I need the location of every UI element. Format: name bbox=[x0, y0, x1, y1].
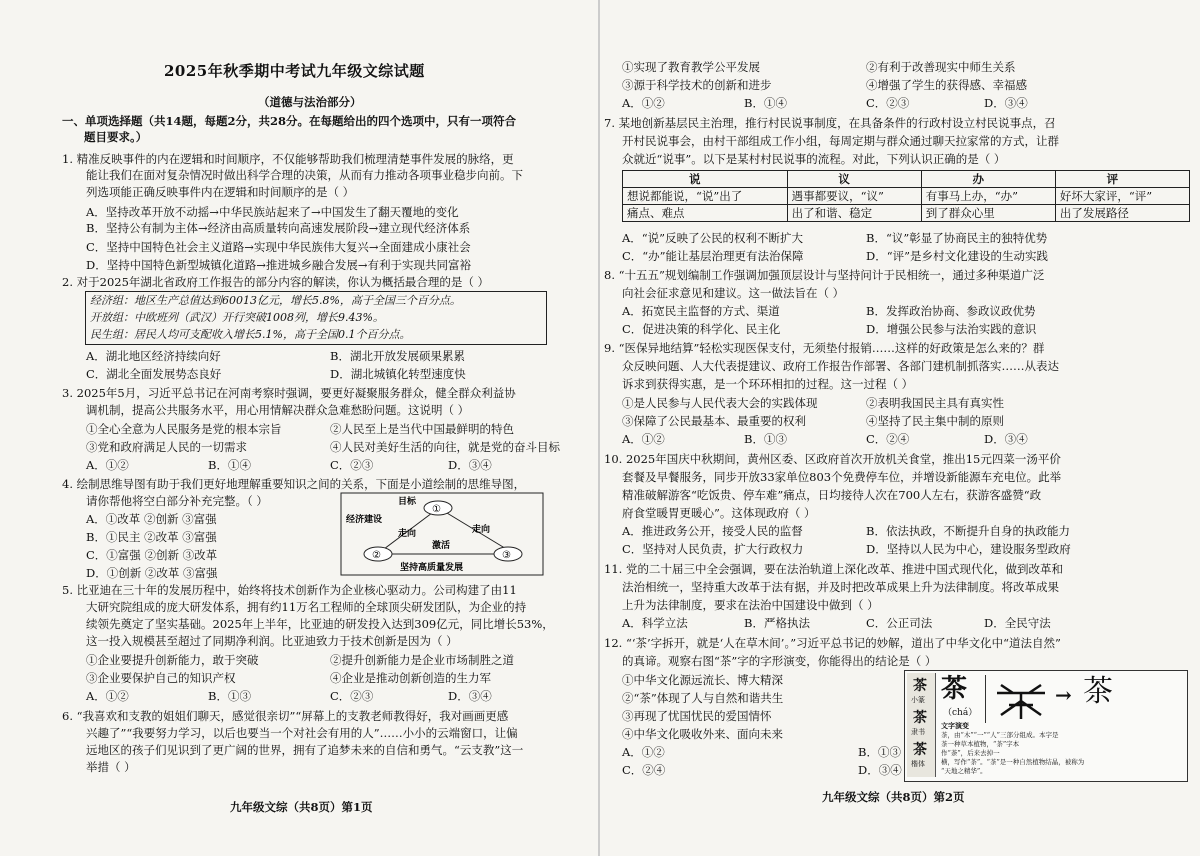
q12-statement-3: ③再现了忧国忧民的爱国情怀 bbox=[622, 709, 772, 723]
tea-label-clerical: 隶书 bbox=[911, 728, 925, 736]
q4-stem-2: 请你帮他将空白部分补充完整。（ ） bbox=[86, 494, 268, 508]
q1-stem-1: 1. 精准反映事件的内在逻辑和时间顺序，不仅能够帮助我们梳理清楚事件发展的脉络，更 bbox=[62, 152, 514, 166]
q2-option-a[interactable]: A．湖北地区经济持续向好 bbox=[86, 349, 221, 363]
tea-char-modern: 茶 bbox=[1083, 674, 1113, 709]
q7-header-do: 办 bbox=[921, 171, 1055, 188]
map-label-goal: 目标 bbox=[398, 497, 417, 507]
q3-option-c[interactable]: C．②③ bbox=[330, 458, 374, 472]
q12-statement-1: ①中华文化源远流长、博大精深 bbox=[622, 673, 783, 687]
q12-option-c[interactable]: C．②④ bbox=[622, 763, 666, 777]
q11-stem-2: 法治相统一，坚持重大改革于法有据，并及时把改革成果上升为法律制度。将改革成果 bbox=[622, 580, 1059, 594]
exam-title: 2025年秋季期中考试九年级文综试题 bbox=[164, 62, 425, 80]
q7-cell: 到了群众心里 bbox=[921, 205, 1055, 222]
q7-option-a[interactable]: A．“说”反映了公民的权利不断扩大 bbox=[622, 231, 804, 245]
q12-stem-2: 的真谛。观察右图“茶”字的字形演变，你能得出的结论是（ ） bbox=[622, 654, 937, 668]
tea-arrow: → bbox=[1055, 683, 1072, 707]
section-heading-2: 题目要求。） bbox=[84, 130, 148, 144]
tea-note-title: 文字演变 bbox=[941, 721, 969, 730]
q6-stem-3: 远地区的孩子们见识到了更广阔的世界，拥有了追梦未来的自信和勇气。“云支教”这一 bbox=[86, 743, 524, 757]
q7-process-table bbox=[622, 170, 1190, 222]
q8-option-c[interactable]: C．促进决策的科学化、民主化 bbox=[622, 322, 781, 336]
q7-header-evaluate: 评 bbox=[1055, 171, 1189, 188]
q4-stem-1: 4. 绘制思维导图有助于我们更好地理解重要知识之间的关系，下面是小道绘制的思维导图， bbox=[62, 477, 526, 491]
tea-note-line: 横，写作“茶”。“茶”是一种自然植物结晶，被称为 bbox=[941, 758, 1085, 766]
q6-option-c[interactable]: C．②③ bbox=[866, 96, 910, 110]
q9-stem-2: 众反映问题、人大代表提建议、政府工作报告作部署、各部门建机制抓落实……从表达 bbox=[622, 359, 1059, 373]
tea-char-variant-2: 茶 bbox=[913, 710, 927, 726]
page-footer-right: 九年级文综（共8页）第2页 bbox=[822, 790, 965, 804]
q9-stem-3: 诉求到获得实惠，是一个环环相扣的过程。这一过程（ ） bbox=[622, 377, 914, 391]
q6-option-d[interactable]: D．③④ bbox=[984, 96, 1028, 110]
q11-stem-3: 上升为法律制度，要求在法治中国建设中做到（ ） bbox=[622, 598, 879, 612]
map-num-2: ② bbox=[372, 550, 381, 561]
q10-stem-3: 精准破解游客“吃饭贵、停车难”痛点，日均接待人次在700人左右，获游客盛赞“政 bbox=[622, 488, 1042, 502]
q6-option-b[interactable]: B．①④ bbox=[744, 96, 787, 110]
q2-box-line-1: 经济组：地区生产总值达到60013亿元，增长5.8%，高于全国三个百分点。 bbox=[90, 294, 461, 307]
tea-note-text bbox=[941, 731, 1084, 776]
q7-stem-3: 众就近“说事”。以下是某村村民说事的流程。对此，下列认识正确的是（ ） bbox=[622, 152, 1006, 166]
q12-option-b[interactable]: B．①③ bbox=[858, 745, 901, 759]
tea-note-line: “天地之精华”。 bbox=[941, 767, 987, 775]
q2-stem-1: 2. 对于2025年湖北省政府工作报告的部分内容的解读，你认为概括最合理的是（ ） bbox=[62, 275, 490, 289]
q3-statement-1: ①全心全意为人民服务是党的根本宗旨 bbox=[86, 422, 282, 436]
q2-box-line-2: 开放组：中欧班列（武汉）开行突破1008列，增长9.43%。 bbox=[90, 311, 384, 324]
q2-box-line-3: 民生组：居民人均可支配收入增长5.1%，高于全国0.1个百分点。 bbox=[90, 328, 411, 341]
q11-option-c[interactable]: C．公正司法 bbox=[866, 616, 933, 630]
q1-stem-3: 列选项能正确反映事件内在逻辑和时间顺序的是（ ） bbox=[86, 185, 355, 199]
q7-option-c[interactable]: C．“办”能让基层治理更有法治保障 bbox=[622, 249, 804, 263]
tea-char-variant-1: 茶 bbox=[913, 678, 927, 694]
q7-table-row bbox=[623, 205, 1190, 222]
q2-option-c[interactable]: C．湖北全面发展势态良好 bbox=[86, 367, 222, 381]
q11-option-a[interactable]: A．科学立法 bbox=[622, 616, 688, 630]
q5-statement-4: ④企业是推动创新创造的生力军 bbox=[330, 671, 491, 685]
q1-stem-2: 能让我们在面对复杂情况时做出科学合理的决策，从而有力推动各项事业稳步向前。下 bbox=[86, 168, 523, 182]
section-heading: 一、单项选择题（共14题，每题2分，共28分。在每题给出的四个选项中，只有一项符合 bbox=[62, 114, 517, 128]
q8-stem-1: 8. “十五五”规划编制工作强调加强顶层设计与坚持问计于民相统一，通过多种渠道广泛 bbox=[604, 268, 1045, 282]
q1-option-d[interactable]: D．坚持中国特色新型城镇化道路→推进城乡融合发展→有利于实现共同富裕 bbox=[86, 258, 471, 272]
q9-option-c[interactable]: C．②④ bbox=[866, 432, 910, 446]
q7-cell: 有事马上办，“办” bbox=[921, 188, 1055, 205]
q9-option-b[interactable]: B．①③ bbox=[744, 432, 787, 446]
q10-stem-4: 府食堂暖胃更暖心”。这体现政府（ ） bbox=[622, 506, 816, 520]
q7-table-header bbox=[623, 171, 1190, 188]
tea-char-variant-3: 茶 bbox=[913, 742, 927, 758]
q4-option-a[interactable]: A．①改革 ②创新 ③富强 bbox=[86, 512, 217, 526]
q3-statement-3: ③党和政府满足人民的一切需求 bbox=[86, 440, 247, 454]
q10-option-d[interactable]: D．坚持以人民为中心，建设服务型政府 bbox=[866, 542, 1071, 556]
tea-label-seal: 小篆 bbox=[911, 696, 925, 704]
q5-option-b[interactable]: B．①③ bbox=[208, 689, 251, 703]
q3-statement-2: ②人民至上是当代中国最鲜明的特色 bbox=[330, 422, 514, 436]
q7-cell: 想说都能说，“说”出了 bbox=[623, 188, 788, 205]
q5-statement-3: ③企业要保护自己的知识产权 bbox=[86, 671, 236, 685]
tea-note-line: 茶，由“木”“一”“人”三部分组成。本字是 bbox=[941, 731, 1059, 739]
q2-option-d[interactable]: D．湖北城镇化转型速度快 bbox=[330, 367, 466, 381]
figure-divider bbox=[985, 675, 986, 723]
q9-option-a[interactable]: A．①② bbox=[622, 432, 665, 446]
q5-option-a[interactable]: A．①② bbox=[86, 689, 129, 703]
q7-cell: 出了发展路径 bbox=[1055, 205, 1189, 222]
q4-option-d[interactable]: D．①创新 ②改革 ③富强 bbox=[86, 566, 218, 580]
map-num-1: ① bbox=[432, 504, 441, 515]
q9-statement-2: ②表明我国民主具有真实性 bbox=[866, 396, 1004, 410]
q5-statement-2: ②提升创新能力是企业市场制胜之道 bbox=[330, 653, 514, 667]
q8-stem-2: 向社会征求意见和建议。这一做法旨在（ ） bbox=[622, 286, 845, 300]
map-label-econ: 经济建设 bbox=[346, 515, 383, 525]
q7-option-b[interactable]: B．“议”彰显了协商民主的独特优势 bbox=[866, 231, 1048, 245]
q6-stem-4: 举措（ ） bbox=[86, 760, 136, 774]
tea-seal-script-glyph bbox=[993, 677, 1049, 721]
tea-character-figure bbox=[904, 670, 1188, 782]
q7-stem-2: 开村民说事会，由村干部组成工作小组，每周定期与群众通过聊天拉家常的方式，让群 bbox=[622, 134, 1059, 148]
q5-stem-2: 大研究院组成的庞大研发体系，拥有约11万名工程师的全球顶尖研发团队，为企业的持 bbox=[86, 600, 527, 614]
q7-stem-1: 7. 某地创新基层民主治理，推行村民说事制度，在具备条件的行政村设立村民说事点，召 bbox=[604, 116, 1056, 130]
q9-option-d[interactable]: D．③④ bbox=[984, 432, 1028, 446]
page-footer-left: 九年级文综（共8页）第1页 bbox=[230, 800, 373, 814]
q5-stem-4: 这一投入规模甚至超过了同期净利润。比亚迪致力于技术创新是因为（ ） bbox=[86, 634, 458, 648]
q10-option-a[interactable]: A．推进政务公开，接受人民的监督 bbox=[622, 524, 803, 538]
tea-variants-strip bbox=[907, 673, 936, 777]
q3-stem-2: 调机制，提高公共服务水平，用心用情解决群众急难愁盼问题。这说明（ ） bbox=[86, 403, 470, 417]
q1-option-b[interactable]: B．坚持公有制为主体→经济由高质量转向高速发展阶段→建立现代经济体系 bbox=[86, 221, 471, 235]
q12-option-d[interactable]: D．③④ bbox=[858, 763, 902, 777]
q11-option-b[interactable]: B．严格执法 bbox=[744, 616, 810, 630]
q6-statement-4: ④增强了学生的获得感、幸福感 bbox=[866, 78, 1027, 92]
q6-stem-2: 兴趣了”“我要努力学习，以后也要当一个对社会有用的人”……小小的云端窗口，让偏 bbox=[86, 726, 518, 740]
q7-cell: 痛点、难点 bbox=[623, 205, 788, 222]
map-label-bottom: 坚持高质量发展 bbox=[400, 563, 464, 573]
exam-subtitle: （道德与法治部分） bbox=[258, 95, 362, 109]
q5-stem-1: 5. 比亚迪在三十年的发展历程中，始终将技术创新作为企业核心驱动力。公司构建了由11 bbox=[62, 583, 517, 597]
map-label-walk-2: 走向 bbox=[472, 525, 491, 535]
q10-option-b[interactable]: B．依法执政，不断提升自身的执政能力 bbox=[866, 524, 1070, 538]
q7-option-d[interactable]: D．“评”是乡村文化建设的生动实践 bbox=[866, 249, 1048, 263]
q3-option-d[interactable]: D．③④ bbox=[448, 458, 492, 472]
q9-statement-3: ③保障了公民最基本、最重要的权利 bbox=[622, 414, 806, 428]
q11-option-d[interactable]: D．全民守法 bbox=[984, 616, 1051, 630]
q12-statement-2: ②“茶”体现了人与自然和谐共生 bbox=[622, 691, 784, 705]
q3-stem-1: 3. 2025年5月，习近平总书记在河南考察时强调，要更好凝聚服务群众，健全群众利益协 bbox=[62, 386, 516, 400]
q8-option-b[interactable]: B．发挥政治协商、参政议政优势 bbox=[866, 304, 1036, 318]
q3-option-a[interactable]: A．①② bbox=[86, 458, 129, 472]
q3-statement-4: ④人民对美好生活的向往，就是党的奋斗目标 bbox=[330, 440, 560, 454]
q6-statement-3: ③源于科学技术的创新和进步 bbox=[622, 78, 772, 92]
q5-option-c[interactable]: C．②③ bbox=[330, 689, 374, 703]
q7-cell: 出了和谐、稳定 bbox=[787, 205, 921, 222]
q10-option-c[interactable]: C．坚持对人民负责，扩大行政权力 bbox=[622, 542, 804, 556]
q9-statement-1: ①是人民参与人民代表大会的实践体现 bbox=[622, 396, 818, 410]
q5-stem-3: 续领先奠定了坚实基础。2025年上半年，比亚迪的研发投入达到309亿元，同比增长53%， bbox=[86, 617, 554, 631]
q7-cell: 好坏大家评，“评” bbox=[1055, 188, 1189, 205]
q7-cell: 遇事都要议，“议” bbox=[787, 188, 921, 205]
q3-option-b[interactable]: B．①④ bbox=[208, 458, 251, 472]
q12-statement-4: ④中华文化吸收外来、面向未来 bbox=[622, 727, 783, 741]
q5-statement-1: ①企业要提升创新能力，敢于突破 bbox=[86, 653, 259, 667]
q1-option-c[interactable]: C．坚持中国特色社会主义道路→实现中华民族伟大复兴→全面建成小康社会 bbox=[86, 240, 471, 254]
q6-stem-1: 6. “我喜欢和支教的姐姐们聊天，感觉很亲切”“屏幕上的支教老师教得好，我对画画更感 bbox=[62, 709, 509, 723]
q4-mind-map bbox=[340, 492, 544, 576]
q5-option-d[interactable]: D．③④ bbox=[448, 689, 492, 703]
q7-header-discuss: 议 bbox=[787, 171, 921, 188]
q8-option-d[interactable]: D．增强公民参与法治实践的意识 bbox=[866, 322, 1037, 336]
q6-statement-2: ②有利于改善现实中师生关系 bbox=[866, 60, 1016, 74]
q11-stem-1: 11. 党的二十届三中全会强调，要在法治轨道上深化改革、推进中国式现代化，做到改革和 bbox=[604, 562, 1063, 576]
map-label-walk-1: 走向 bbox=[398, 529, 417, 539]
q9-statement-4: ④坚持了民主集中制的原则 bbox=[866, 414, 1004, 428]
tea-note-line: 作“荼”，后来去掉一 bbox=[941, 749, 1000, 757]
q1-option-a[interactable]: A．坚持改革开放不动摇→中华民族站起来了→中国发生了翻天覆地的变化 bbox=[86, 205, 459, 219]
q12-stem-1: 12. “‘茶’字拆开，就是‘人在草木间’。”习近平总书记的妙解，道出了中华文化中“道法自然” bbox=[604, 636, 1061, 650]
q4-option-c[interactable]: C．①富强 ②创新 ③改革 bbox=[86, 548, 218, 562]
q6-statement-1: ①实现了教育教学公平发展 bbox=[622, 60, 760, 74]
q10-stem-1: 10. 2025年国庆中秋期间，黄州区委、区政府首次开放机关食堂，推出15元四菜一汤平价 bbox=[604, 452, 1061, 466]
q12-option-a[interactable]: A．①② bbox=[622, 745, 665, 759]
q8-option-a[interactable]: A．拓宽民主监督的方式、渠道 bbox=[622, 304, 780, 318]
q2-option-b[interactable]: B．湖北开放发展硕果累累 bbox=[330, 349, 465, 363]
map-label-activate: 激活 bbox=[432, 541, 451, 551]
q7-table-row bbox=[623, 188, 1190, 205]
tea-pinyin: （chá） bbox=[943, 708, 978, 718]
q6-option-a[interactable]: A．①② bbox=[622, 96, 665, 110]
q4-option-b[interactable]: B．①民主 ②改革 ③富强 bbox=[86, 530, 217, 544]
page-2 bbox=[600, 0, 1200, 856]
tea-char-main: 茶 bbox=[941, 674, 968, 704]
map-num-3: ③ bbox=[502, 550, 511, 561]
q7-header-say: 说 bbox=[623, 171, 788, 188]
tea-label-regular: 楷体 bbox=[911, 760, 925, 768]
q9-stem-1: 9. “医保异地结算”轻松实现医保支付，无须垫付报销……这样的好政策是怎么来的？群 bbox=[604, 341, 1045, 355]
q10-stem-2: 套餐及早餐服务，同步开放33家单位803个免费停车位，并增设新能源车充电位。此举 bbox=[622, 470, 1062, 484]
tea-note-line: 茶一种草本植物，“茶”字本 bbox=[941, 740, 1020, 748]
